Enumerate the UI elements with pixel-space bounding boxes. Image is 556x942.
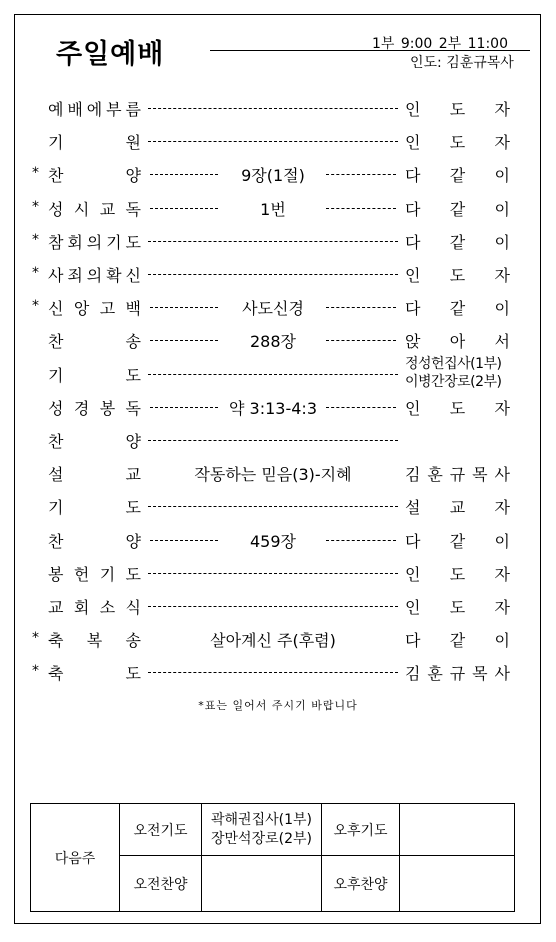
order-label: 축 도 — [48, 664, 141, 684]
order-responder — [405, 355, 501, 391]
order-label: 교 회 소 식 — [48, 598, 141, 617]
order-row — [0, 261, 556, 291]
order-label: 성 경 봉 독 — [48, 398, 141, 418]
order-label: 참 회 의 기 도 — [48, 232, 141, 252]
order-responder: 인 도 자 — [405, 598, 510, 617]
order-responder: 김 훈 규 목 사 — [405, 465, 510, 485]
service-leader: 인도: 김훈규목사 — [410, 55, 514, 71]
order-label: 성 시 교 독 — [48, 199, 141, 219]
morning-prayer-label: 오전기도 — [120, 804, 202, 856]
responder-line: 정성헌집사(1부) — [405, 355, 502, 372]
stand-marker: * — [32, 231, 39, 248]
order-responder: 인 도 자 — [405, 398, 510, 418]
service-times: 1부 9:00 2부 11:00 — [372, 36, 508, 52]
morning-prayer-name: 곽해권집사(1부) — [211, 811, 312, 828]
order-label: 기 도 — [48, 498, 141, 518]
order-label: 사 죄 의 확 신 — [48, 266, 141, 285]
leader-dashes — [148, 141, 398, 142]
leader-dashes — [148, 606, 398, 607]
afternoon-praise-label: 오후찬양 — [322, 856, 400, 912]
order-label: 찬 양 — [48, 166, 141, 186]
leader-dashes — [148, 506, 398, 507]
order-label: 신 앙 고 백 — [48, 299, 141, 319]
order-row — [0, 460, 556, 490]
order-row — [0, 527, 556, 557]
next-week-heading: 다음주 — [31, 804, 120, 912]
order-responder: 다 같 이 — [405, 531, 510, 551]
order-label: 찬 양 — [48, 531, 141, 551]
order-responder: 다 같 이 — [405, 166, 510, 186]
stand-marker: * — [32, 630, 39, 647]
order-row — [0, 195, 556, 225]
leader-dashes — [148, 374, 398, 375]
leader-dashes — [148, 241, 398, 242]
order-row — [0, 560, 556, 590]
order-row — [0, 128, 556, 158]
leader-dashes — [148, 440, 398, 441]
leader-dashes — [148, 672, 398, 673]
order-row — [0, 355, 556, 391]
order-row — [0, 427, 556, 457]
order-responder: 인 도 자 — [405, 133, 510, 153]
order-row — [0, 161, 556, 191]
afternoon-prayer-label: 오후기도 — [322, 804, 400, 856]
order-responder: 다 같 이 — [405, 232, 510, 252]
order-responder: 인 도 자 — [405, 100, 510, 119]
order-row — [0, 626, 556, 656]
order-row — [0, 659, 556, 689]
order-label: 기 원 — [48, 133, 141, 153]
morning-praise-names — [202, 856, 322, 912]
order-detail: 작동하는 믿음(3)-지혜 — [148, 462, 398, 485]
morning-praise-label: 오전찬양 — [120, 856, 202, 912]
order-responder: 인 도 자 — [405, 266, 510, 285]
order-detail: 사도신경 — [148, 296, 398, 319]
stand-marker: * — [32, 198, 39, 215]
order-row — [0, 593, 556, 623]
order-responder: 다 같 이 — [405, 299, 510, 319]
order-label: 찬 양 — [48, 432, 141, 451]
leader-dashes — [148, 274, 398, 275]
stand-marker: * — [32, 165, 39, 182]
order-row — [0, 294, 556, 324]
responder-line: 이병간장로(2부) — [405, 373, 502, 390]
afternoon-prayer-names — [400, 804, 515, 856]
order-row — [0, 327, 556, 357]
afternoon-praise-names — [400, 856, 515, 912]
order-responder: 다 같 이 — [405, 631, 510, 651]
order-responder: 김 훈 규 목 사 — [405, 664, 510, 684]
order-label: 설 교 — [48, 465, 141, 485]
order-row — [0, 394, 556, 424]
order-label: 봉 헌 기 도 — [48, 564, 141, 584]
order-responder: 앉 아 서 — [405, 332, 510, 352]
order-detail: 살아계신 주(후렴) — [148, 628, 398, 651]
stand-marker: * — [32, 663, 39, 680]
order-responder: 다 같 이 — [405, 199, 510, 219]
order-responder: 설 교 자 — [405, 498, 510, 518]
leader-dashes — [148, 573, 398, 574]
order-row — [0, 95, 556, 125]
order-detail: 9장(1절) — [148, 163, 398, 186]
order-label: 찬 송 — [48, 332, 141, 352]
order-row — [0, 493, 556, 523]
leader-dashes — [148, 108, 398, 109]
morning-prayer-names — [202, 804, 322, 856]
stand-marker: * — [32, 265, 39, 281]
order-detail: 1번 — [148, 197, 398, 220]
order-row — [0, 228, 556, 258]
morning-prayer-name: 장만석장로(2부) — [211, 830, 312, 847]
next-week-table — [30, 803, 515, 912]
order-detail: 288장 — [148, 329, 398, 352]
order-detail: 약 3:13-4:3 — [148, 396, 398, 419]
service-title: 주일예배 — [56, 39, 165, 70]
order-detail: 459장 — [148, 529, 398, 552]
order-label: 기 도 — [48, 365, 141, 385]
order-label: 예 배 에 부 름 — [48, 100, 141, 119]
order-responder: 인 도 자 — [405, 564, 510, 584]
order-label: 축 복 송 — [48, 631, 141, 651]
standing-note: *표는 일어서 주시기 바랍니다 — [198, 699, 358, 712]
stand-marker: * — [32, 298, 39, 315]
